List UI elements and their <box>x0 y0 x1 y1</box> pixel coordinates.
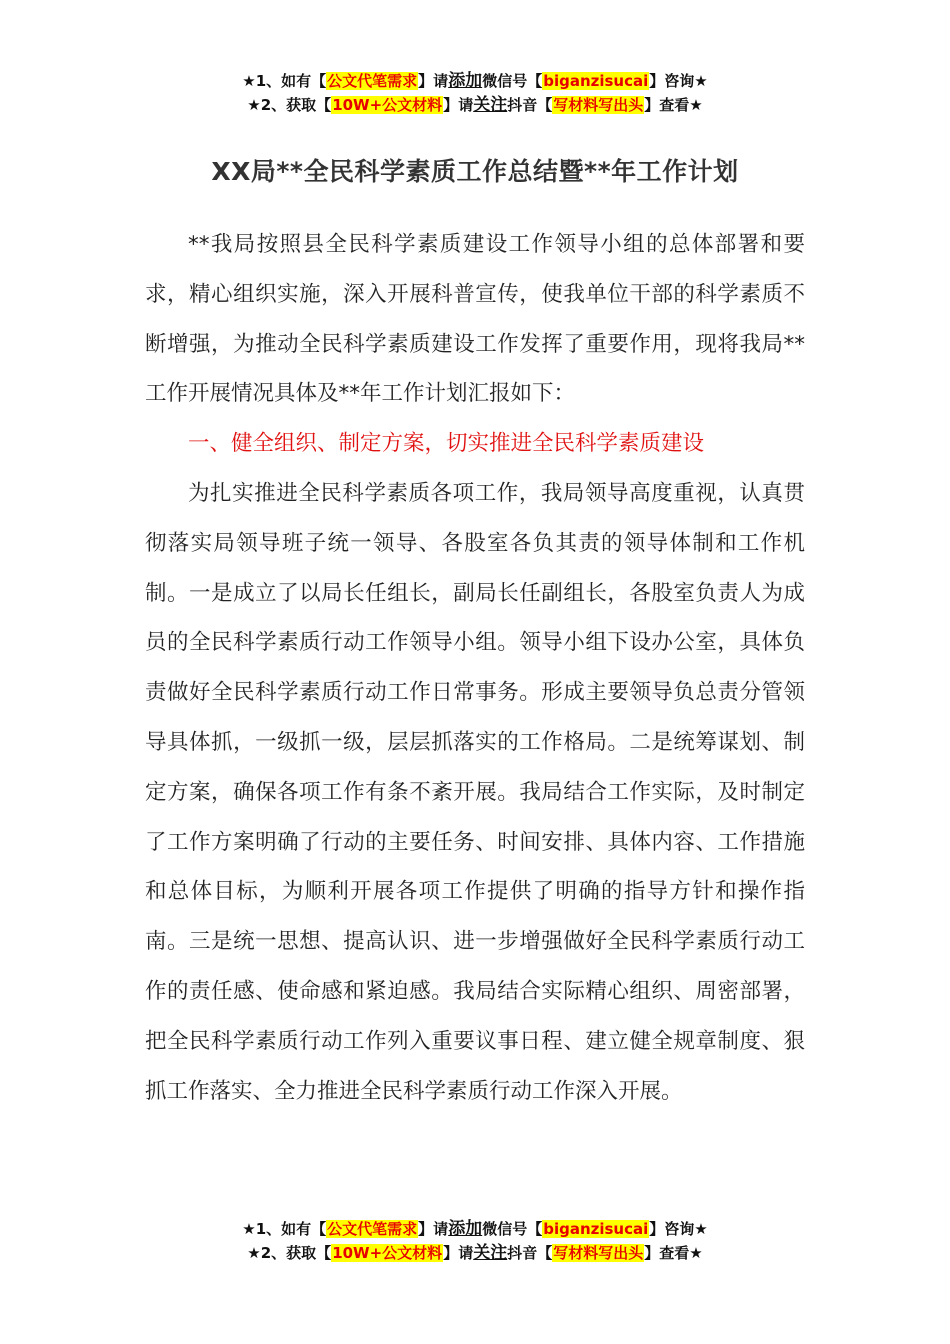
promo-highlight: 公文代笔需求 <box>327 72 418 90</box>
document-body <box>145 220 805 1116</box>
promo-text: 】请 <box>418 72 449 90</box>
promo-text: 】咨询★ <box>649 1220 708 1238</box>
intro-paragraph: **我局按照县全民科学素质建设工作领导小组的总体部署和要求，精心组织实施，深入开展科普宣传，使我单位干部的科学素质不断增强，为推动全民科学素质建设工作发挥了重要作用，现将我局**工作开展情况具体及**年工作计划汇报如下： <box>145 232 805 407</box>
section-heading: 一、健全组织、制定方案，切实推进全民科学素质建设 <box>188 431 705 457</box>
promo-highlight: 写材料写出头 <box>553 1244 644 1262</box>
promo-highlight: 公文代笔需求 <box>327 1220 418 1238</box>
promo-text: ★2、获取【 <box>247 1244 332 1262</box>
promo-underline: 添加 <box>448 1219 483 1239</box>
promo-highlight: 写材料写出头 <box>553 96 644 114</box>
promo-text: 微信号【 <box>482 72 543 90</box>
promo-text: 】咨询★ <box>649 72 708 90</box>
promo-underline: 关注 <box>473 95 508 115</box>
promo-text: 抖音【 <box>507 96 553 114</box>
promo-underline: 关注 <box>473 1243 508 1263</box>
promo-text: ★1、如有【 <box>242 1220 327 1238</box>
promo-text: 】查看★ <box>644 1244 703 1262</box>
promo-text: 】请 <box>418 1220 449 1238</box>
promo-text: 】请 <box>443 96 474 114</box>
promo-line-2 <box>0 93 950 117</box>
promo-line-2 <box>0 1241 950 1265</box>
promo-highlight: biganzisucai <box>543 1220 649 1238</box>
promo-underline: 添加 <box>448 71 483 91</box>
promo-text: ★1、如有【 <box>242 72 327 90</box>
section-paragraph: 为扎实推进全民科学素质各项工作，我局领导高度重视，认真贯彻落实局领导班子统一领导、各股室各负其责的领导体制和工作机制。一是成立了以局长任组长，副局长任副组长，各股室负责人为成员的全民科学素质行动工作领导小组。领导小组下设办公室，具体负责做好全民科学素质行动工作日常事务。形成主要领导负总责分管领导具体抓，一级抓一级，层层抓落实的工作格局。二是统筹谋划、制定方案，确保各项工作有条不紊开展。我局结合工作实际，及时制定了工作方案明确了行动的主要任务、时间安排、具体内容、工作措施和总体目标，为顺利开展各项工作提供了明确的指导方针和操作指南。三是统一思想、提高认识、进一步增强做好全民科学素质行动工作的责任感、使命感和紧迫感。我局结合实际精心组织、周密部署，把全民科学素质行动工作列入重要议事日程、建立健全规章制度、狠抓工作落实、全力推进全民科学素质行动工作深入开展。 <box>145 480 805 1104</box>
promo-text: 】查看★ <box>644 96 703 114</box>
promo-banner-bottom <box>0 1217 950 1265</box>
promo-highlight: 10W+公文材料 <box>332 1244 443 1262</box>
document-title: XX局**全民科学素质工作总结暨**年工作计划 <box>211 157 739 186</box>
promo-highlight: 10W+公文材料 <box>332 96 443 114</box>
promo-text: 抖音【 <box>507 1244 553 1262</box>
promo-line-1 <box>0 69 950 93</box>
promo-banner-top <box>0 69 950 117</box>
promo-line-1 <box>0 1217 950 1241</box>
promo-text: ★2、获取【 <box>247 96 332 114</box>
promo-highlight: biganzisucai <box>543 72 649 90</box>
promo-text: 微信号【 <box>482 1220 543 1238</box>
promo-text: 】请 <box>443 1244 474 1262</box>
